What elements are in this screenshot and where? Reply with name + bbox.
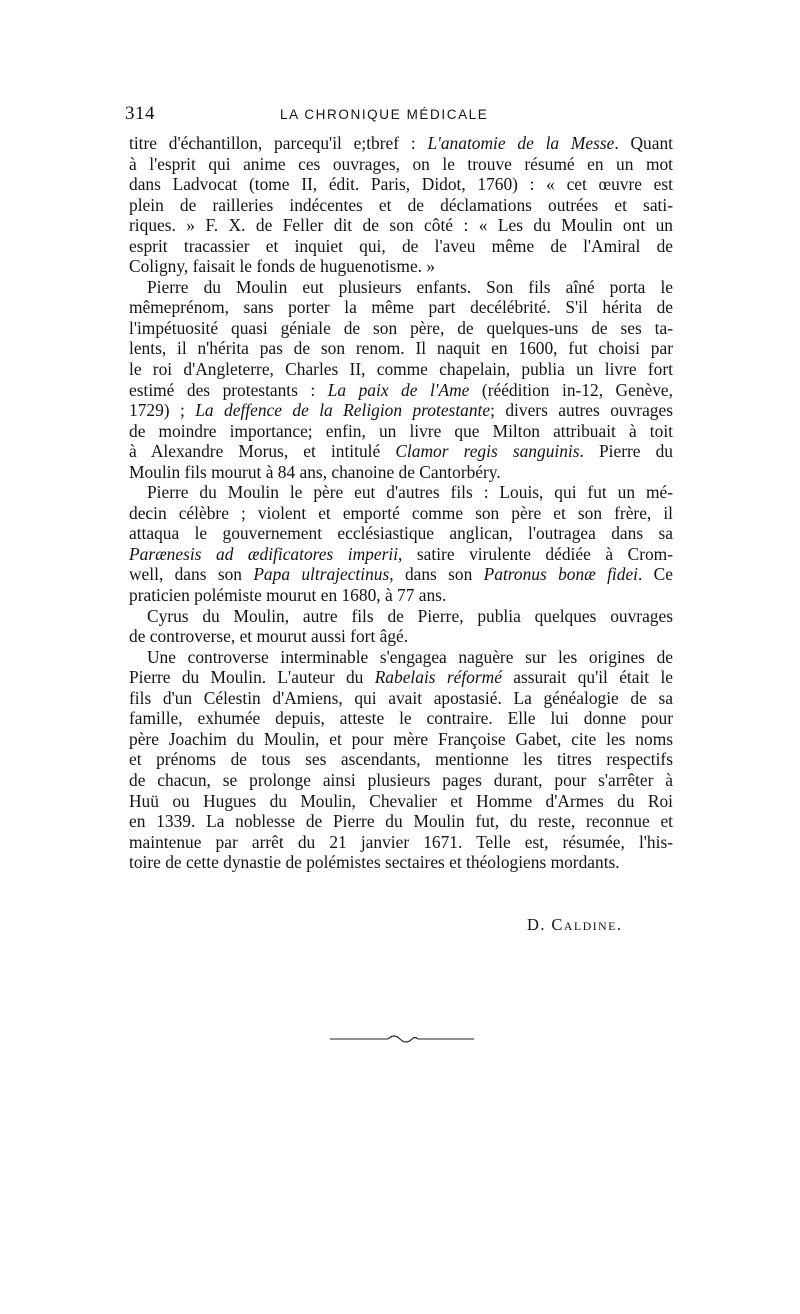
text-line bbox=[129, 647, 673, 668]
text-segment: well, dans son bbox=[129, 564, 254, 585]
text-segment: decin célèbre ; violent et emporté comme son père et son frère, il bbox=[129, 502, 673, 523]
ornament-divider bbox=[330, 1034, 474, 1044]
text-line bbox=[129, 236, 673, 257]
text-line bbox=[129, 606, 673, 627]
text-segment: père Joachim du Moulin, et pour mère Françoise Gabet, cite les noms bbox=[129, 728, 673, 749]
text-line bbox=[129, 421, 673, 442]
body-text bbox=[129, 133, 673, 873]
text-line bbox=[129, 462, 673, 483]
text-segment: Pierre du Moulin. L'auteur du bbox=[129, 667, 375, 688]
text-line bbox=[129, 544, 673, 565]
text-segment: , satire virulente dédiée à Crom- bbox=[398, 543, 673, 564]
text-segment: à Alexandre Morus, et intitulé bbox=[129, 441, 396, 462]
text-segment: Pierre du Moulin le père eut d'autres fils : Louis, qui fut un mé- bbox=[147, 482, 673, 503]
italic-title: La paix de l'Ame bbox=[327, 379, 470, 400]
text-segment: de chacun, se prolonge ainsi plusieurs pages durant, pour s'arrêter à bbox=[129, 769, 673, 790]
text-segment: Moulin fils mourut à 84 ans, chanoine de Cantorbéry. bbox=[129, 461, 501, 482]
text-line bbox=[129, 811, 673, 832]
text-line bbox=[129, 770, 673, 791]
italic-title: L'anatomie de la Messe bbox=[427, 133, 615, 153]
text-segment: Pierre du Moulin eut plusieurs enfants. Son fils aîné porta le bbox=[147, 276, 673, 297]
text-segment: à l'esprit qui anime ces ouvrages, on le trouve résumé en un mot bbox=[129, 153, 673, 174]
italic-title: Parænesis ad ædificatores imperii bbox=[129, 543, 399, 564]
text-segment: (réédition in-12, Genève, bbox=[469, 379, 674, 400]
text-segment: plein de railleries indécentes et de déclamations outrées et sati- bbox=[129, 194, 673, 215]
text-segment: . Quant bbox=[614, 133, 673, 153]
text-line bbox=[129, 791, 673, 812]
text-line bbox=[129, 277, 673, 298]
italic-title: Rabelais réformé bbox=[374, 667, 502, 688]
text-segment: Huü ou Hugues du Moulin, Chevalier et Homme d'Armes du Roi bbox=[129, 790, 673, 811]
text-line bbox=[129, 749, 673, 770]
text-line bbox=[129, 626, 673, 647]
italic-title: Patronus bonæ fidei bbox=[483, 564, 638, 585]
text-segment: fils d'un Célestin d'Amiens, qui avait apostasié. La généalogie de sa bbox=[129, 687, 673, 708]
text-segment: attaqua le gouvernement ecclésiastique anglican, l'outragea dans sa bbox=[129, 523, 673, 544]
text-segment: de moindre importance; enfin, un livre que Milton attribuait à toit bbox=[129, 420, 673, 441]
text-segment: de controverse, et mourut aussi fort âgé. bbox=[129, 626, 409, 647]
text-segment: ; bbox=[361, 133, 367, 153]
text-segment: titre d'échantillon, parcequ'il e bbox=[129, 133, 362, 153]
text-line bbox=[129, 318, 673, 339]
text-line bbox=[129, 380, 673, 401]
text-line bbox=[129, 564, 673, 585]
text-line bbox=[129, 338, 673, 359]
text-segment: riques. » F. X. de Feller dit de son côté : « Les du Moulin ont un bbox=[129, 215, 673, 236]
text-line bbox=[129, 400, 673, 421]
text-segment: assurait qu'il était le bbox=[501, 667, 674, 688]
text-line bbox=[129, 133, 673, 154]
page-header bbox=[125, 103, 675, 127]
text-line bbox=[129, 174, 673, 195]
text-segment: lents, il n'hérita pas de son renom. Il naquit en 1600, fut choisi par bbox=[129, 338, 673, 359]
text-segment: Une controverse interminable s'engagea naguère sur les origines de bbox=[147, 646, 673, 667]
text-segment: praticien polémiste mourut en 1680, à 77 ans. bbox=[129, 585, 447, 606]
text-segment: toire de cette dynastie de polémistes sectaires et théologiens mordants. bbox=[129, 852, 620, 873]
text-segment: mêmeprénom, sans porter la même part decélébrité. S'il hérita de bbox=[129, 297, 673, 318]
text-line bbox=[129, 667, 673, 688]
text-segment: . Ce bbox=[638, 564, 673, 585]
signature-name: Caldine. bbox=[551, 915, 623, 934]
text-segment: maintenue par arrêt du 21 janvier 1671. Telle est, résumée, l'his- bbox=[129, 831, 673, 852]
text-segment: esprit tracassier et inquiet qui, de l'aveu même de l'Amiral de bbox=[129, 235, 673, 256]
italic-title: Clamor regis sanguinis bbox=[395, 441, 580, 462]
text-line bbox=[129, 297, 673, 318]
text-segment: tbref : bbox=[366, 133, 428, 153]
text-segment: ; divers autres ouvrages bbox=[490, 400, 673, 421]
running-head: LA CHRONIQUE MÉDICALE bbox=[280, 107, 489, 122]
text-line bbox=[129, 688, 673, 709]
text-line bbox=[129, 359, 673, 380]
text-line bbox=[129, 215, 673, 236]
text-line bbox=[129, 195, 673, 216]
text-line bbox=[129, 832, 673, 853]
text-segment: 1729) ; bbox=[129, 400, 196, 421]
text-segment: estimé des protestants : bbox=[129, 379, 328, 400]
text-line bbox=[129, 154, 673, 175]
text-line bbox=[129, 708, 673, 729]
text-line bbox=[129, 441, 673, 462]
text-segment: dans Ladvocat (tome II, édit. Paris, Didot, 1760) : « cet œuvre est bbox=[129, 174, 673, 195]
text-segment: . Pierre du bbox=[579, 441, 674, 462]
text-line bbox=[129, 523, 673, 544]
text-segment: et prénoms de tous ses ascendants, mentionne les titres respectifs bbox=[129, 749, 673, 770]
signature bbox=[527, 915, 622, 935]
text-segment: l'impétuosité quasi géniale de son père, de quelques-uns de ses ta- bbox=[129, 317, 673, 338]
text-segment: famille, exhumée depuis, atteste le contraire. Elle lui donne pour bbox=[129, 708, 673, 729]
text-segment: , dans son bbox=[389, 564, 484, 585]
text-line bbox=[129, 585, 673, 606]
text-line bbox=[129, 482, 673, 503]
text-segment: le roi d'Angleterre, Charles II, comme chapelain, publia un livre fort bbox=[129, 359, 673, 380]
text-line bbox=[129, 256, 673, 277]
signature-initial: D. bbox=[527, 915, 546, 934]
text-line bbox=[129, 503, 673, 524]
text-segment: Coligny, faisait le fonds de huguenotisme. » bbox=[129, 256, 436, 277]
text-segment: Cyrus du Moulin, autre fils de Pierre, publia quelques ouvrages bbox=[147, 605, 673, 626]
text-segment: en 1339. La noblesse de Pierre du Moulin fut, du reste, reconnue et bbox=[129, 811, 673, 832]
page-number: 314 bbox=[125, 103, 155, 124]
text-line bbox=[129, 729, 673, 750]
italic-title: Papa ultrajectinus bbox=[253, 564, 390, 585]
ornament-flourish bbox=[388, 1036, 418, 1042]
italic-title: La deffence de la Religion protestante bbox=[195, 400, 491, 421]
text-line bbox=[129, 852, 673, 873]
